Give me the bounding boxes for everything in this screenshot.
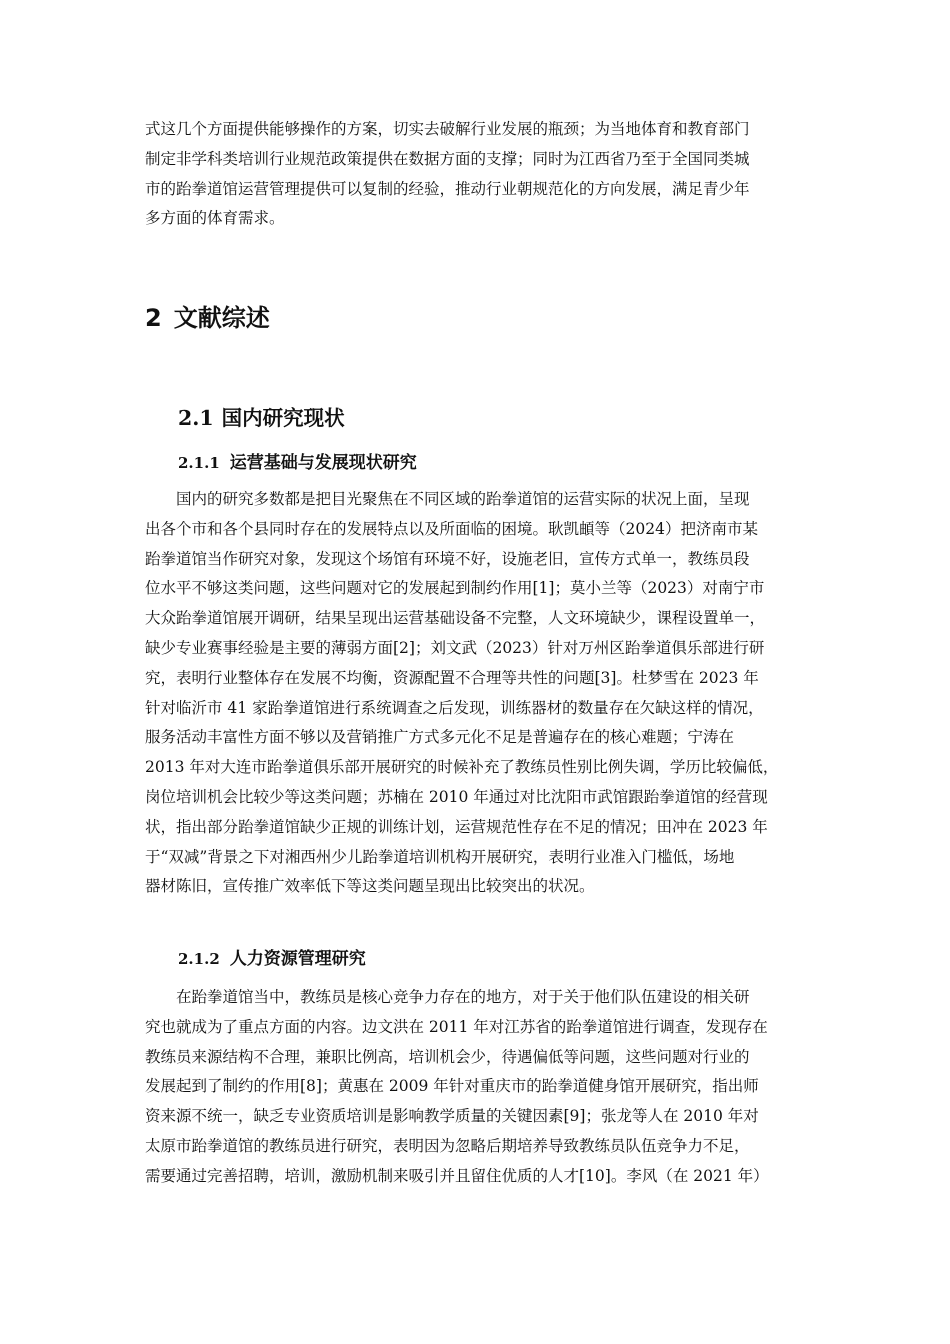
text-line: 岗位培训机会比较少等这类问题；苏楠在 2010 年通过对比沈阳市武馆跟跆拳道馆的经营现 — [145, 787, 768, 806]
subsection-title-2: 人力资源管理研究 — [229, 949, 366, 969]
text-line: 位水平不够这类问题，这些问题对它的发展起到制约作用[1]；莫小兰等（2023）对南宁市 — [145, 579, 765, 598]
text-line: 在跆拳道馆当中，教练员是核心竞争力存在的地方，对于关于他们队伍建设的相关研 — [145, 988, 750, 1006]
text-line: 多方面的体育需求。 — [145, 209, 285, 228]
text-line: 教练员来源结构不合理，兼职比例高，培训机会少，待遇偏低等问题，这些问题对行业的 — [145, 1047, 750, 1066]
text-line: 缺少专业赛事经验是主要的薄弱方面[2]；刘文武（2023）针对万州区跆拳道俱乐部进行研 — [145, 638, 765, 657]
text-line: 跆拳道馆当作研究对象，发现这个场馆有环境不好，设施老旧，宣传方式单一，教练员段 — [145, 549, 750, 568]
text-line: 大众跆拳道馆展开调研，结果呈现出运营基础设备不完整，人文环境缺少，课程设置单一， — [145, 609, 766, 628]
subsection-title-1: 运营基础与发展现状研究 — [229, 453, 417, 473]
text-line: 出各个市和各个县同时存在的发展特点以及所面临的困境。耿凯頔等（2024）把济南市某 — [145, 519, 758, 538]
subsection-1-paragraph — [145, 485, 807, 902]
text-line: 状，指出部分跆拳道馆缺少正规的训练计划，运营规范性存在不足的情况；田冲在 2023 年 — [145, 817, 768, 836]
subsection-heading-1 — [178, 449, 417, 477]
text-line: 究，表明行业整体存在发展不均衡，资源配置不合理等共性的问题[3]。杜梦雪在 2023 年 — [145, 668, 759, 687]
text-line: 制定非学科类培训行业规范政策提供在数据方面的支撑；同时为江西省乃至于全国同类城 — [145, 149, 750, 168]
subsection-2-paragraph — [145, 983, 807, 1192]
text-line: 市的跆拳道馆运营管理提供可以复制的经验，推动行业朝规范化的方向发展，满足青少年 — [145, 179, 750, 198]
chapter-heading — [145, 300, 270, 336]
text-line: 资来源不统一，缺乏专业资质培训是影响教学质量的关键因素[9]；张龙等人在 2010 年对 — [145, 1107, 759, 1126]
section-heading — [178, 402, 345, 434]
text-line: 发展起到了制约的作用[8]；黄惠在 2009 年针对重庆市的跆拳道健身馆开展研究，指出师 — [145, 1077, 759, 1096]
subsection-heading-2 — [178, 945, 366, 973]
text-line: 服务活动丰富性方面不够以及营销推广方式多元化不足是普遍存在的核心难题；宁涛在 — [145, 728, 735, 747]
subsection-number-2: 2.1.2 — [178, 950, 220, 968]
intro-paragraph — [145, 115, 807, 234]
section-number: 2.1 — [178, 406, 214, 430]
subsection-number-1: 2.1.1 — [178, 454, 220, 472]
chapter-title: 文献综述 — [173, 304, 270, 332]
section-title: 国内研究现状 — [221, 406, 345, 430]
text-line: 式这几个方面提供能够操作的方案，切实去破解行业发展的瓶颈；为当地体育和教育部门 — [145, 120, 750, 138]
text-line: 于“双减”背景之下对湘西州少儿跆拳道培训机构开展研究，表明行业准入门槛低，场地 — [145, 847, 735, 866]
text-line: 需要通过完善招聘，培训，激励机制来吸引并且留住优质的人才[10]。李风（在 2021 年） — [145, 1166, 769, 1185]
text-line: 国内的研究多数都是把目光聚焦在不同区域的跆拳道馆的运营实际的状况上面，呈现 — [145, 490, 750, 508]
chapter-number: 2 — [145, 304, 162, 332]
text-line: 究也就成为了重点方面的内容。边文洪在 2011 年对江苏省的跆拳道馆进行调查，发现存在 — [145, 1017, 768, 1036]
text-line: 太原市跆拳道馆的教练员进行研究，表明因为忽略后期培养导致教练员队伍竞争力不足， — [145, 1136, 750, 1155]
text-line: 针对临沂市 41 家跆拳道馆进行系统调查之后发现，训练器材的数量存在欠缺这样的情况， — [145, 698, 764, 717]
text-line: 2013 年对大连市跆拳道俱乐部开展研究的时候补充了教练员性别比例失调，学历比较偏低， — [145, 758, 779, 777]
text-line: 器材陈旧，宣传推广效率低下等这类问题呈现出比较突出的状况。 — [145, 877, 595, 896]
